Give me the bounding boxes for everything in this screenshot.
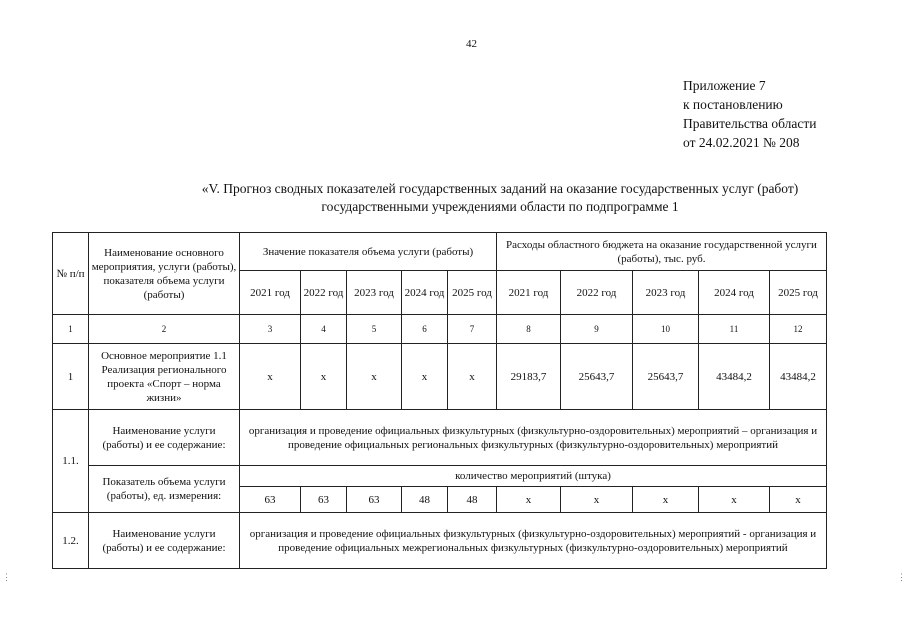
expense-cell: 29183,7 [497, 344, 561, 410]
expense-cell: х [770, 487, 827, 513]
expense-cell: х [497, 487, 561, 513]
volume-cell: х [240, 344, 301, 410]
volume-cell: 63 [301, 487, 347, 513]
volume-cell: х [301, 344, 347, 410]
expense-cell: х [561, 487, 633, 513]
title-line: «V. Прогноз сводных показателей государственных заданий на оказание государственных услуг (работ) [201, 181, 799, 196]
column-number: 8 [497, 315, 561, 344]
volume-cell: 63 [347, 487, 402, 513]
scan-edge-mark: ⋮ [2, 572, 11, 582]
row-num: 1 [53, 344, 89, 410]
table-row [53, 344, 827, 410]
volume-cell: х [402, 344, 448, 410]
header-year: 2022 год [301, 271, 347, 315]
header-year: 2023 год [633, 271, 699, 315]
appendix-line: Приложение 7 [683, 78, 766, 93]
expense-cell: х [633, 487, 699, 513]
row-num: 1.1. [53, 410, 89, 513]
document-title [100, 180, 900, 216]
header-year: 2024 год [402, 271, 448, 315]
appendix-line: Правительства области [683, 116, 817, 131]
table-row [53, 410, 827, 466]
appendix-line: от 24.02.2021 № 208 [683, 135, 800, 150]
volume-cell: 48 [402, 487, 448, 513]
column-number: 10 [633, 315, 699, 344]
appendix-line: к постановлению [683, 97, 783, 112]
header-year: 2025 год [448, 271, 497, 315]
column-number: 6 [402, 315, 448, 344]
column-number: 7 [448, 315, 497, 344]
column-number: 2 [89, 315, 240, 344]
volume-cell: х [448, 344, 497, 410]
volume-cell: 63 [240, 487, 301, 513]
header-row [53, 233, 827, 271]
table-row [53, 466, 827, 487]
volume-cell: 48 [448, 487, 497, 513]
expense-cell: 25643,7 [633, 344, 699, 410]
service-text: организация и проведение официальных физкультурных (физкультурно-оздоровительных) мероприятий – организация и проведение официальных региональных физкультурных (физкультурно-оздоровительных) мероприятий [240, 410, 827, 466]
service-label: Наименование услуги (работы) и ее содержание: [89, 513, 240, 569]
indicator-text: количество мероприятий (штука) [240, 466, 827, 487]
header-num: № п/п [53, 233, 89, 315]
header-year: 2023 год [347, 271, 402, 315]
header-year: 2021 год [497, 271, 561, 315]
header-volume-group: Значение показателя объема услуги (работы) [240, 233, 497, 271]
service-text: организация и проведение официальных физкультурных (физкультурно-оздоровительных) мероприятий - организация и проведение официальных межрегиональных физкультурных (физкультурно-оздоровительных) мероприятий [240, 513, 827, 569]
appendix-block [683, 76, 816, 152]
table-row [53, 513, 827, 569]
indicator-label: Показатель объема услуги (работы), ед. измерения: [89, 466, 240, 513]
column-number: 5 [347, 315, 402, 344]
forecast-table [52, 232, 827, 569]
volume-cell: х [347, 344, 402, 410]
header-year: 2025 год [770, 271, 827, 315]
row-name: Основное мероприятие 1.1 Реализация регионального проекта «Спорт – норма жизни» [89, 344, 240, 410]
header-year: 2024 год [699, 271, 770, 315]
expense-cell: 25643,7 [561, 344, 633, 410]
header-year: 2022 год [561, 271, 633, 315]
column-number: 1 [53, 315, 89, 344]
title-line: государственными учреждениями области по подпрограмме 1 [321, 199, 679, 214]
column-number: 12 [770, 315, 827, 344]
column-number: 3 [240, 315, 301, 344]
header-expense-group: Расходы областного бюджета на оказание государственной услуги (работы), тыс. руб. [497, 233, 827, 271]
expense-cell: 43484,2 [699, 344, 770, 410]
column-number: 4 [301, 315, 347, 344]
page-number: 42 [466, 38, 477, 50]
service-label: Наименование услуги (работы) и ее содержание: [89, 410, 240, 466]
column-number-row [53, 315, 827, 344]
header-year: 2021 год [240, 271, 301, 315]
column-number: 11 [699, 315, 770, 344]
expense-cell: х [699, 487, 770, 513]
expense-cell: 43484,2 [770, 344, 827, 410]
header-name: Наименование основного мероприятия, услуги (работы), показателя объема услуги (работы) [89, 233, 240, 315]
row-num: 1.2. [53, 513, 89, 569]
scan-edge-mark: ⋮ [897, 572, 906, 582]
column-number: 9 [561, 315, 633, 344]
